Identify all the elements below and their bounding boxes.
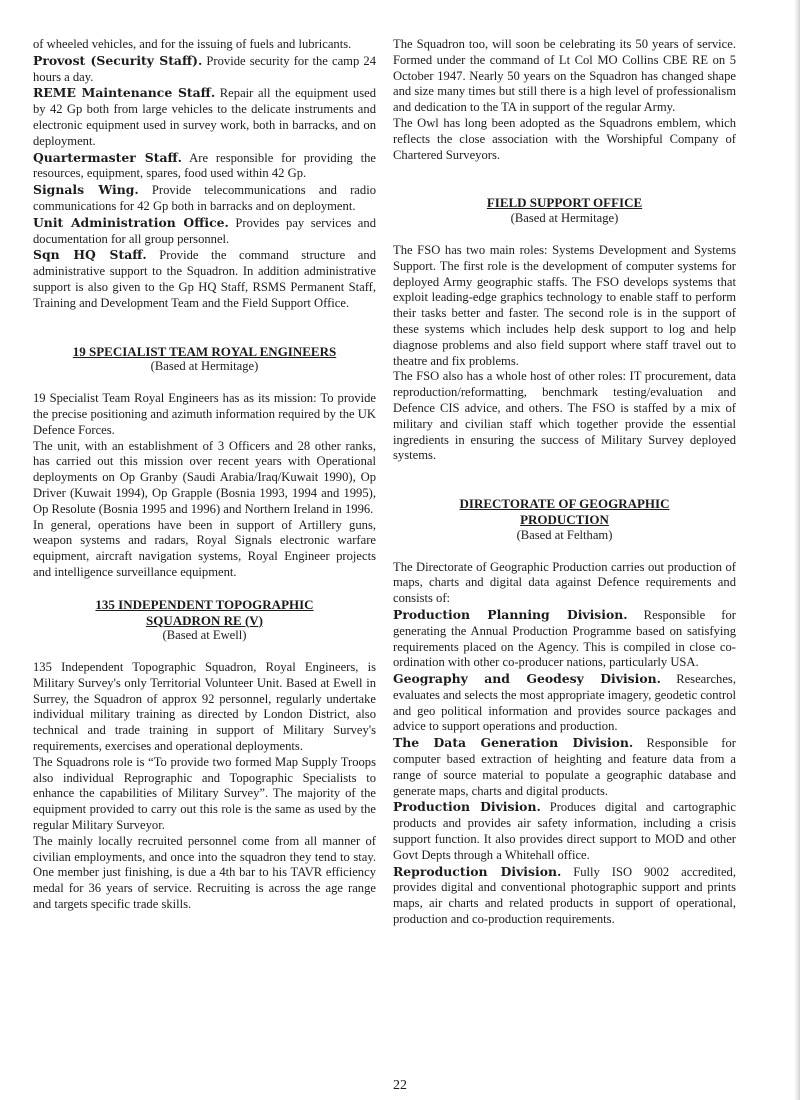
- entry-reproduction-division: [393, 864, 736, 928]
- scan-edge-shadow: [794, 0, 800, 1100]
- entry-text: Are responsible for providing the resources, equipment, spares, food used within 42 Gp.: [33, 150, 376, 181]
- page-number: 22: [393, 1078, 407, 1093]
- intro-paragraph: of wheeled vehicles, and for the issuing of fuels and lubricants.: [33, 37, 352, 51]
- entry-lead: Signals Wing.: [33, 182, 139, 198]
- entry-provost: [33, 53, 376, 86]
- entry-text: Fully ISO 9002 accredited, provides digital and conventional photographic support and prints maps, air charts and related products in support of operational, production and co-production requirements.: [393, 864, 736, 927]
- paragraph: 135 Independent Topographic Squadron, Royal Engineers, is Military Survey's only Territorial Volunteer Unit. Based at Ewell in Surrey, the Squadron of approx 92 personnel, regularly undertake individual military training as directed by London District, also technical and trade training in support of Military Survey's requirements, exercises and operational deployments.: [33, 660, 376, 754]
- entry-lead: Production Planning Division.: [393, 606, 628, 622]
- section-title: 135 INDEPENDENT TOPOGRAPHIC: [95, 596, 314, 612]
- entry-text: Provides pay services and documentation for all group personnel.: [33, 215, 376, 246]
- section-heading-135-squadron: [33, 597, 376, 644]
- paragraph: The Directorate of Geographic Production carries out production of maps, charts and digital data against Defence requirements and consists of:: [393, 559, 736, 606]
- entry-production-planning: [393, 607, 736, 671]
- left-column: [33, 37, 376, 913]
- entry-sqn-hq: [33, 247, 376, 311]
- entry-lead: Production Division.: [393, 799, 541, 815]
- section-subtitle: (Based at Ewell): [162, 628, 247, 643]
- paragraph: The unit, with an establishment of 3 Officers and 28 other ranks, has carried out this mission over recent years with Operational deployments on Op Granby (Saudi Arabia/Iraq/Kuwait 1990), Op Driver (Kuwait 1994), Op Grapple (Bosnia 1993, 1994 and 1995), Op Resolute (Bosnia 1995 and 1996) and Northern Ireland in 1996.: [33, 438, 376, 516]
- entry-text: Provide the command structure and administrative support to the Squadron. In addition administrative support is also given to the Gp HQ Staff, RSMS Permanent Staff, Training and Development Team and the Field Support Office.: [33, 248, 376, 310]
- section-title: 19 SPECIALIST TEAM ROYAL ENGINEERS: [72, 343, 337, 359]
- entry-lead: Provost (Security Staff).: [33, 52, 203, 68]
- section-title: PRODUCTION: [520, 511, 609, 527]
- entry-signals: [33, 182, 376, 215]
- entry-lead: REME Maintenance Staff.: [33, 85, 216, 101]
- entry-geography-geodesy: [393, 671, 736, 735]
- section-title: FIELD SUPPORT OFFICE: [486, 195, 643, 211]
- entry-lead: Geography and Geodesy Division.: [393, 671, 661, 687]
- paragraph: The Squadron too, will soon be celebrating its 50 years of service. Formed under the command of Lt Col MO Collins CBE RE on 5 October 1947. Nearly 50 years on the Squadron has changed shape and size many times but still there is a high level of professionalism and dedication to the TA in support of the regular Army.: [393, 37, 736, 115]
- entry-text: Provide security for the camp 24 hours a day.: [33, 53, 376, 84]
- entry-text: Responsible for generating the Annual Production Programme based on satisfying requirements placed on the Agency. This is compiled in close co-ordination with other co-producer nations, particularly USA.: [393, 607, 736, 670]
- entry-production-division: [393, 799, 736, 863]
- section-title: DIRECTORATE OF GEOGRAPHIC: [459, 496, 670, 512]
- paragraph: The FSO also has a whole host of other roles: IT procurement, data reproduction/reformatting, benchmark testing/evaluation and Defence CIS advice, and others. The FSO is staffed by a mix of military and civilian staff which together provide the essential ingredients in ensuring the success of Military Survey deployed systems.: [393, 369, 736, 463]
- paragraph: 19 Specialist Team Royal Engineers has as its mission: To provide the precise positioning and azimuth information required by the UK Defence Forces.: [33, 391, 376, 437]
- entry-reme: [33, 85, 376, 149]
- entry-lead: Quartermaster Staff.: [33, 149, 182, 165]
- right-column: [393, 37, 736, 928]
- entry-lead: Reproduction Division.: [393, 863, 562, 879]
- section-subtitle: (Based at Hermitage): [510, 211, 619, 226]
- entry-data-generation: [393, 735, 736, 799]
- section-subtitle: (Based at Hermitage): [150, 359, 259, 374]
- entry-lead: Sqn HQ Staff.: [33, 247, 147, 263]
- entry-text: Repair all the equipment used by 42 Gp both from large vehicles to the delicate instruments and electronic equipment used in survey work, both in barracks, and on deployment.: [33, 86, 376, 148]
- entry-lead: The Data Generation Division.: [393, 735, 634, 751]
- section-heading-directorate: [393, 496, 736, 543]
- paragraph: The Squadrons role is “To provide two formed Map Supply Troops also individual Reprographic and Topographic Specialists to enhance the capabilities of Military Survey”. The majority of the equipment provided to carry out this role is the same as used by the regular Military Surveyor.: [33, 754, 376, 833]
- paragraph: The Owl has long been adopted as the Squadrons emblem, which reflects the close association with the Worshipful Company of Chartered Surveyors.: [393, 115, 736, 162]
- section-title: SQUADRON RE (V): [146, 612, 263, 628]
- entry-quartermaster: [33, 150, 376, 183]
- entry-text: Provide telecommunications and radio communications for 42 Gp both in barracks and on deployment.: [33, 183, 376, 213]
- section-heading-field-support-office: [393, 195, 736, 227]
- paragraph: The FSO has two main roles: Systems Development and Systems Support. The first role is the development of computer systems for deployed Army geographic staffs. The FSO develops systems that exploit leading-edge graphics technology to enable staff to perform their tasks better and faster. The second role is in the support of these systems which includes help desk support to log and help diagnose problems and also field support where staff travel out to theatre and fix problems.: [393, 242, 736, 368]
- section-subtitle: (Based at Feltham): [516, 527, 613, 542]
- paragraph: In general, operations have been in support of Artillery guns, weapon systems and radars, Royal Signals electronic warfare equipment, aircraft navigation systems, Royal Engineer projects and intelligence surveillance equipment.: [33, 517, 376, 579]
- entry-lead: Unit Administration Office.: [33, 214, 229, 230]
- entry-text: Responsible for computer based extraction of heighting and feature data from a range of source material to populate a geographic database and generate maps, charts and digital products.: [393, 736, 736, 798]
- entry-text: Produces digital and cartographic products and provides air safety information, including a crisis support function. It also provides direct support to MOD and other Govt Depts through a Whitehall office.: [393, 800, 736, 862]
- paragraph: The mainly locally recruited personnel come from all manner of civilian employments, and once into the squadron they tend to stay. One member just finishing, is due a 4th bar to his TAVR efficiency medal for 36 years of service. Recruiting is across the age range and targets specific trade skills.: [33, 833, 376, 912]
- entry-text: Researches, evaluates and selects the most appropriate imagery, geodetic control and geo political information and provides source packages and advice to support operations and production.: [393, 672, 736, 734]
- entry-unit-admin: [33, 215, 376, 248]
- section-heading-19-specialist-team: [33, 344, 376, 376]
